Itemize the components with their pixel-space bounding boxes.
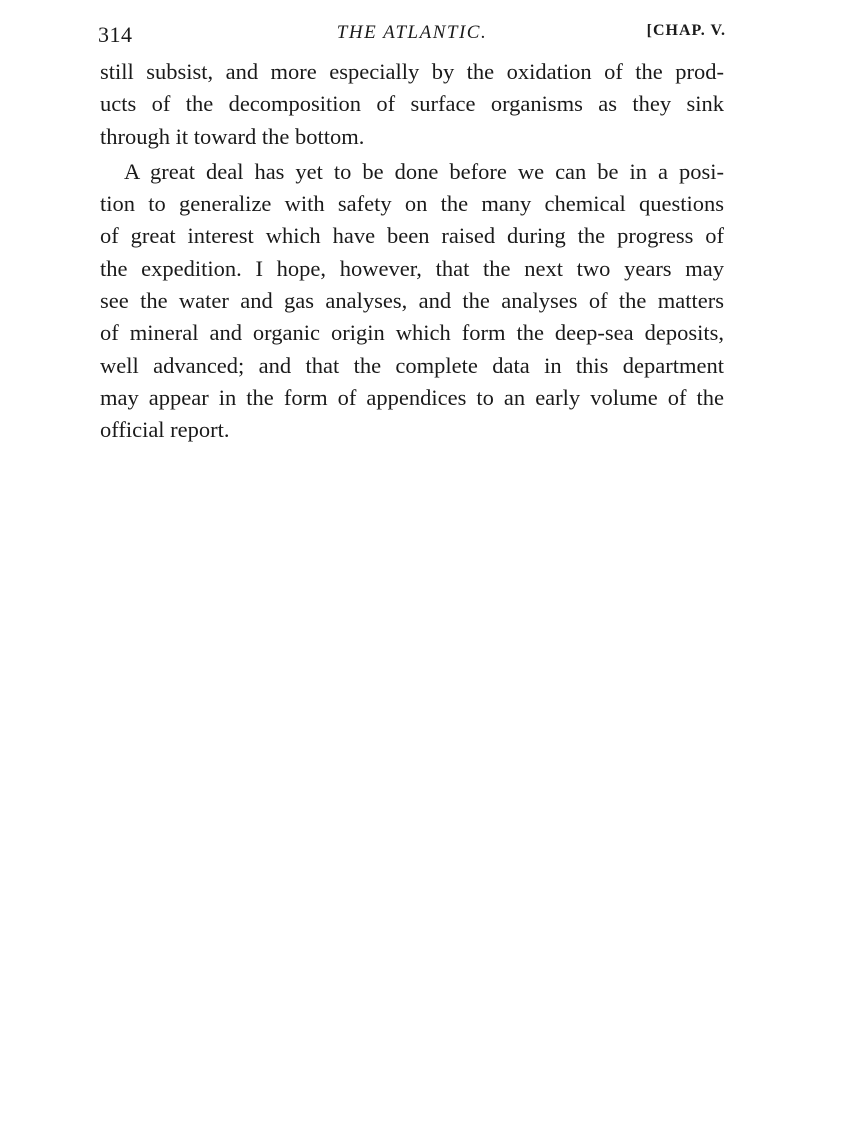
paragraph xyxy=(100,56,724,153)
text-line: of mineral and organic origin which form the deep-sea deposits, xyxy=(100,320,724,346)
text-line: still subsist, and more especially by the oxidation of the prod- xyxy=(100,59,724,84)
text-line: well advanced; and that the complete data in this department xyxy=(100,352,724,378)
text-line: may appear in the form of appendices to an early volume of the xyxy=(100,384,724,410)
running-head xyxy=(98,18,726,52)
text-line: the expedition. I hope, however, that the next two years may xyxy=(100,255,724,281)
text-line: ucts of the decomposition of surface organisms as they sink xyxy=(100,91,724,117)
text-line: see the water and gas analyses, and the analyses of the matters xyxy=(100,288,724,314)
text-line: official report. xyxy=(100,417,230,443)
page-number: 314 xyxy=(98,22,133,47)
paragraph xyxy=(100,156,724,447)
text-line: through it toward the bottom. xyxy=(100,123,365,149)
chapter-reference: [CHAP. V. xyxy=(646,22,726,39)
text-line: tion to generalize with safety on the many chemical questions xyxy=(100,191,724,217)
text-line: A great deal has yet to be done before we can be in a posi- xyxy=(124,158,724,184)
running-title: THE ATLANTIC. xyxy=(336,22,488,43)
text-line: of great interest which have been raised during the progress of xyxy=(100,223,724,249)
body-text xyxy=(100,56,724,447)
